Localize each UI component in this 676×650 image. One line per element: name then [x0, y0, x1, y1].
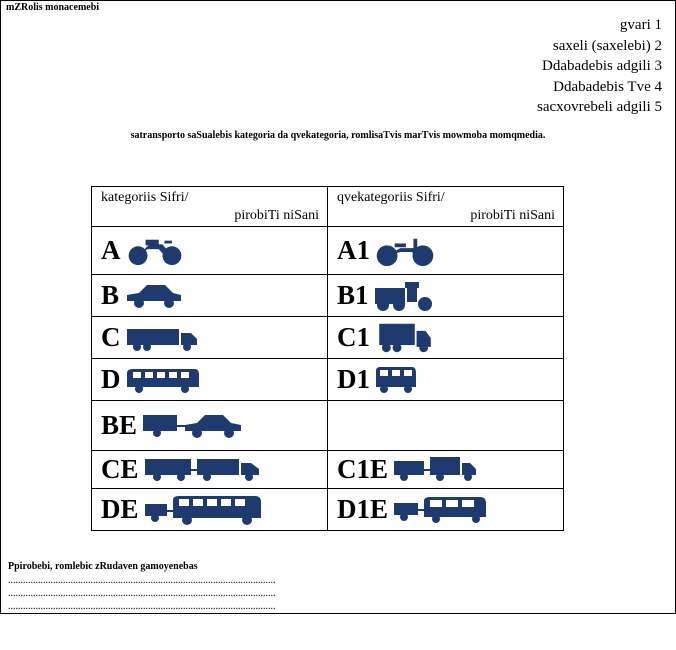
header-subcategory-line1: qvekategoriis Sifri/ [337, 189, 445, 205]
field-surname: gvari 1 [619, 17, 662, 33]
field-residence: sacxovrebeli adgili 5 [537, 99, 662, 115]
category-table [91, 186, 564, 531]
car-trailer-icon [141, 410, 245, 442]
table-header-row [92, 187, 564, 227]
table-row [92, 489, 564, 531]
subcategory-code: C1E [337, 454, 389, 484]
field-birth-date: Ddabadebis Tve 4 [553, 78, 662, 95]
subcategory-code: A1 [337, 235, 370, 265]
table-row [92, 401, 564, 451]
instruction-text: satransporto saSualebis kategoria da qvekategoria, romlisaTvis marTvis mowmoba momqmedia. [130, 130, 546, 141]
category-code: CE [101, 454, 139, 484]
table-row [92, 317, 564, 359]
document-title: mZRolis monacemebi [6, 2, 100, 13]
subcategory-code: C1 [337, 322, 370, 352]
bus-icon [125, 364, 201, 396]
minibus-icon [374, 364, 418, 396]
conditions-line-2: ........................................................................................................... [8, 589, 276, 599]
conditions-line-3: ........................................................................................................... [8, 602, 276, 612]
category-code: D [101, 364, 121, 394]
car-icon [123, 280, 185, 312]
header-category-line2: pirobiTi niSani [234, 207, 319, 223]
field-birthplace: Ddabadebis adgili 3 [542, 58, 662, 74]
subcategory-code: B1 [337, 280, 369, 310]
header-subcategory [328, 187, 564, 227]
category-code: BE [101, 410, 138, 440]
subcategory-code: D1 [337, 364, 370, 394]
light-truck-icon [374, 322, 436, 354]
field-given-names: saxeli (saxelebi) 2 [552, 37, 662, 54]
conditions-label: Ppirobebi, romlebic zRudaven gamoyenebas [8, 561, 198, 572]
category-code: B [101, 280, 120, 310]
table-row [92, 359, 564, 401]
table-row [92, 275, 564, 317]
category-code: DE [101, 494, 139, 524]
category-code: C [101, 322, 121, 352]
motorcycle-icon [125, 235, 185, 267]
truck-trailer-icon [143, 454, 261, 486]
moped-icon [374, 235, 436, 267]
conditions-line-1: ........................................................................................................... [8, 576, 276, 586]
subcategory-code: D1E [337, 494, 389, 524]
header-subcategory-line2: pirobiTi niSani [470, 207, 555, 223]
tricycle-icon [373, 280, 435, 312]
empty-cell [328, 401, 564, 451]
truck-icon [125, 322, 199, 354]
header-category [92, 187, 328, 227]
category-code: A [101, 235, 121, 265]
table-row [92, 227, 564, 275]
table-row [92, 451, 564, 489]
minibus-trailer-icon [392, 494, 488, 526]
light-truck-trailer-icon [392, 454, 478, 486]
field-list [537, 15, 662, 118]
bus-trailer-icon [143, 494, 263, 526]
header-category-line1: kategoriis Sifri/ [101, 189, 189, 205]
